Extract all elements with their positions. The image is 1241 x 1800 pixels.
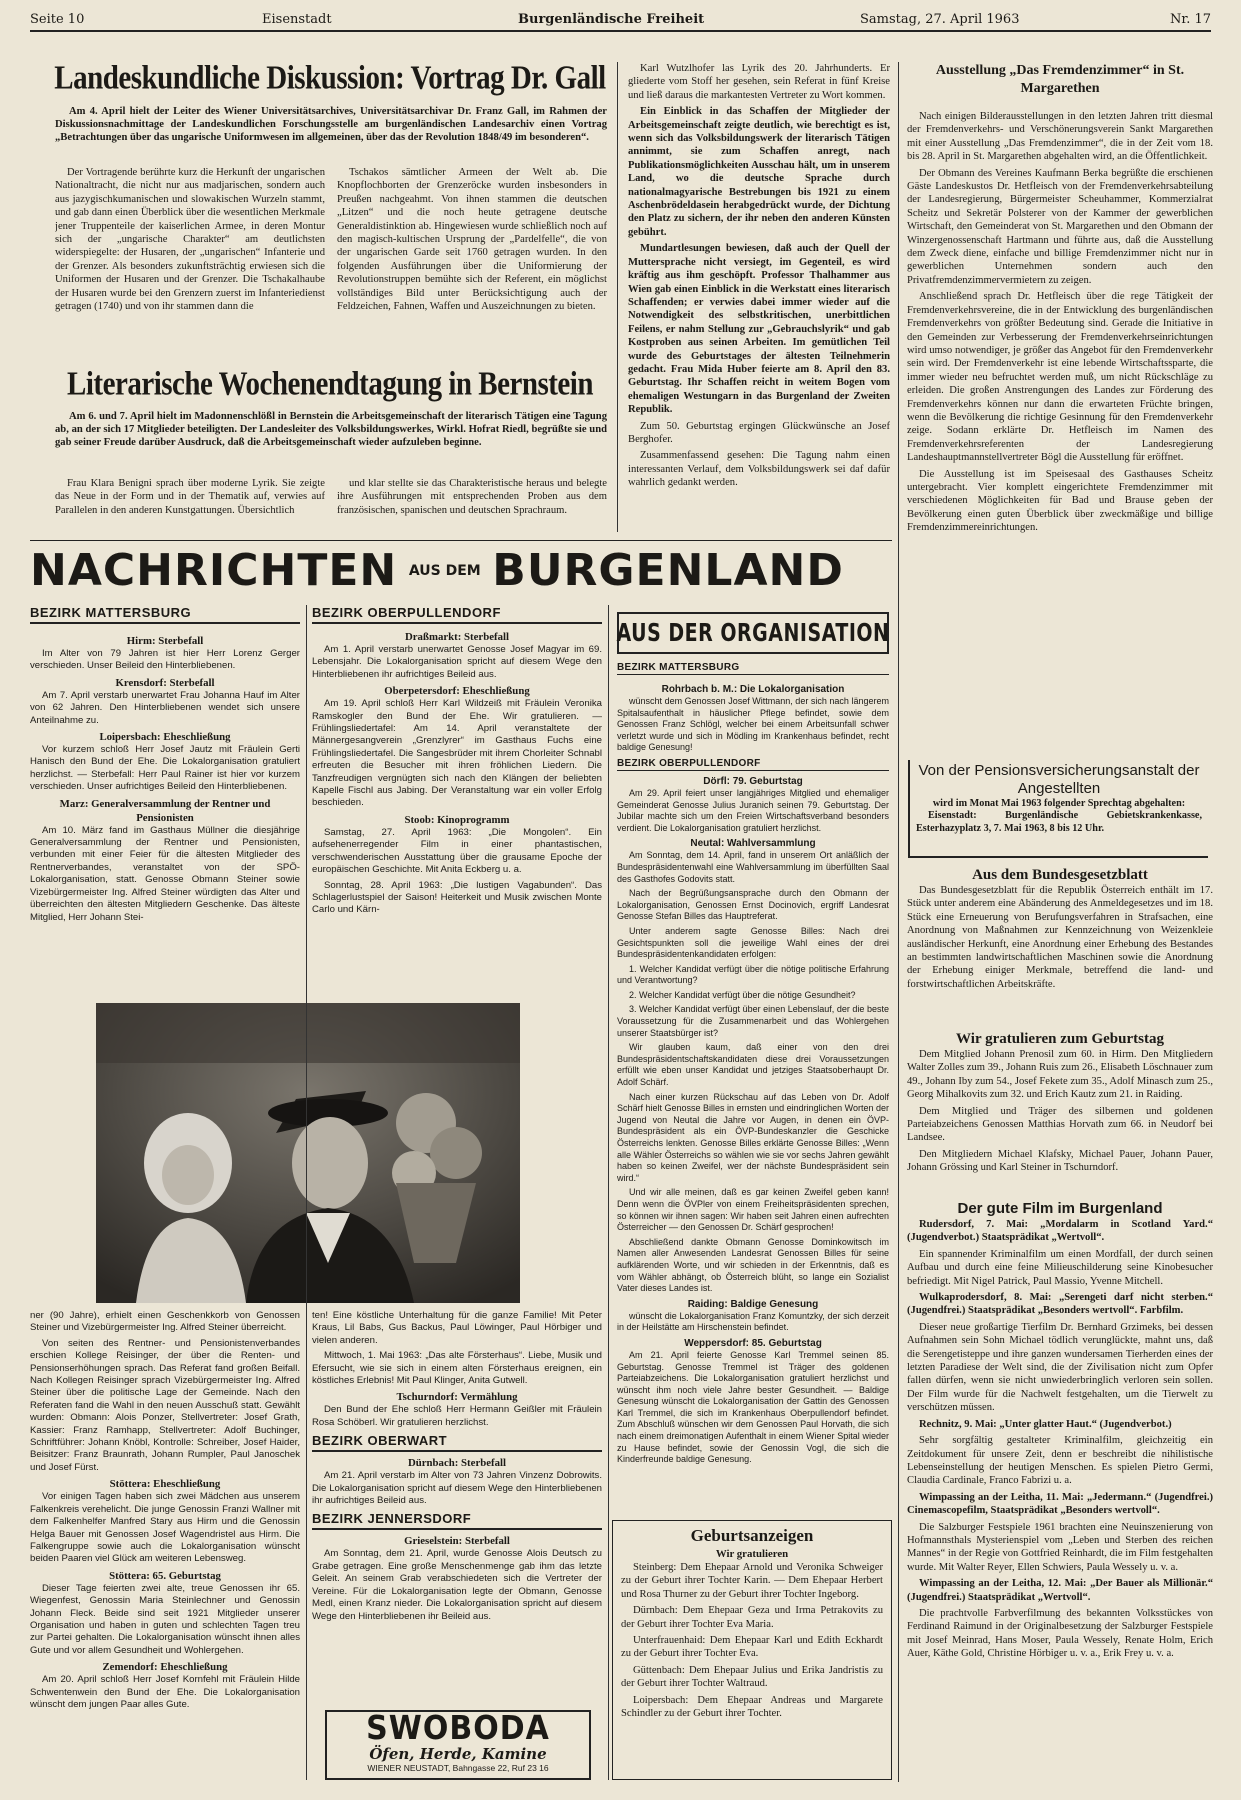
news-text: Am 29. April feiert unser langjähriges Mitglied und ehemaliger Gemeinderat Genosse Julius Juranich seinen 79. Geburtstag. Der Jubilar machte sich um den Freien Wirtschaftsverband besonders verdient. Die Lokalorganisation gratuliert herzlichst. — [617, 787, 889, 833]
banner-burgenland: BURGENLAND — [492, 545, 844, 596]
section-mattersburg-continued — [30, 1310, 300, 1780]
article-paragraph: Zum 50. Geburtstag ergingen Glückwünsche an Josef Berghofer. — [628, 420, 890, 445]
film-entry: Wulkaprodersdorf, 8. Mai: „Serengeti darf nicht sterben.“ (Jugendfrei.) Staatsprädikat „Besonders wertvoll“. Farbfilm. — [907, 1292, 1213, 1317]
article-paragraph: Dem Mitglied Johann Prenosil zum 60. in Hirm. Den Mitgliedern Walter Zolles zum 39., Johann Ruis zum 26., Elisabeth Löschnauer zum 49., Johann Iby zum 54., Josef Fekete zum 35., Adolf Minasch zum 25., Georg Mihalkovits zum 32. und Erich Kautz zum 21. in Raiding. — [907, 1049, 1213, 1101]
news-text: Nach der Begrüßungsansprache durch den Obmann der Lokalorganisation, Genossen Ernst Docinovich, ergriff Landesrat Genosse Stefan Billes das Hauptreferat. — [617, 888, 889, 922]
column-divider — [306, 605, 307, 1780]
news-photo — [96, 1003, 520, 1303]
district-heading: BEZIRK OBERPULLENDORF — [617, 758, 889, 771]
birth-announcements-box — [612, 1520, 892, 1780]
birth-entry: Güttenbach: Dem Ehepaar Julius und Erika Jandristis zu der Geburt ihrer Tochter Waltraud. — [621, 1664, 883, 1690]
news-text: ner (90 Jahre), erhielt einen Geschenkkorb von Genossen Steiner und Vizebürgermeister Ing. Alfred Steiner überreicht. — [30, 1310, 300, 1334]
section-oberpullendorf-continued — [312, 1310, 602, 1710]
column-divider — [898, 62, 899, 1782]
issue-date: Samstag, 27. April 1963 — [860, 12, 1020, 27]
news-heading: Oberpetersdorf: Eheschließung — [384, 685, 530, 698]
city-label: Eisenstadt — [262, 12, 332, 27]
article-body-ausstellung — [907, 110, 1213, 750]
pension-box — [908, 760, 1208, 858]
film-description: Dieser neue großartige Tierfilm Dr. Bernhard Grzimeks, bei dessen Aufnahmen sein Sohn Michael tödlich verunglückte, mahnt uns, daß die Serengetisteppe und ihre ganzen wundersamen Tierherden eines der letzten Paradiese der Welt sind, die der Zivilisation nicht zum Opfer fallen dürfen, wenn sie nicht unwiederbringlich verloren sein sollen. Der Film wurde für die Nachwelt festgehalten, um die Tierwelt zu verschützen müssen. — [907, 1321, 1213, 1414]
article-paragraph: Anschließend sprach Dr. Hetfleisch über die rege Tätigkeit der Fremdenverkehrsvereine, die in der Entwicklung des burgenländischen Fremdenverkehrs von größter Bedeutung sind. Gerade die Initiative in den Gemeinden zur Verbesserung der Fremdenverkehrseinrichtungen wird umso notwendiger, je größer das Angebot für den Fremdenverkehr sein wird. Der Fremdenverkehr ist eine lebende Wirtschaftssparte, die immer wieder neu befruchtet werden muß, um nicht Rückschläge zu erleiden. Die großen Anstrengungen des Landes zur Förderung des Fremdenverkehrs können nur dann die erwarteten Früchte bringen, wenn die Bevölkerung die richtige Gesinnung für den Fremdenverkehr zeige. Sodann erklärte Dr. Hetfleisch im Namen des Fremdenverkehrsreferenten der Landesregierung Landeshauptmannstellvertreter Bögl die Ausstellung für eröffnet. — [907, 291, 1213, 464]
article-paragraph: Dem Mitglied und Träger des silbernen und goldenen Parteiabzeichens Genossen Matthias Horvath zum 66. in Neudorf bei Landsee. — [907, 1105, 1213, 1144]
swoboda-advertisement — [325, 1710, 591, 1780]
news-text: Von seiten des Rentner- und Pensionistenverbandes erschien Kollege Reisinger, der über die Renten- und Pensionserhöhungen sprach. Das Referat fand großen Beifall. Nach Kollegen Reisinger sprach Vizebürgermeister Ing. Alfred Steiner über die politische Lage der Gemeinde. Nach den Referaten fand die Wahl in den neuen Ausschuß statt. Gewählt wurden: Obmann: Alois Ponzer, Stellvertreter: Josef Grath, Kassier: Franz Ramhapp, Stellvertreter: Adolf Buchinger, Schriftführer: Johann Knöbl, Kontrolle: Schreiber, Josef Haider, Beisitzer: Franz Braunrath, Johann Rumpler, Paul Janoschek und Josef Fürst. — [30, 1337, 300, 1473]
organisation-banner-box — [617, 612, 889, 654]
news-text: Am Sonntag, dem 21. April, wurde Genosse Alois Deutsch zu Grabe getragen. Eine große Menschenmenge gab ihm das letzte Geleit. An seinem Grab verabschiedeten sich die Vertreter der Vereine. Für die Lokalorganisation legte der Obmann, Genosse Medl, einen Kranz nieder. Die Lokalorganisation spricht auf diesem Wege den Hinterbliebenen ihr Beileid aus. — [312, 1548, 602, 1622]
news-heading: Rohrbach b. M.: Die Lokalorganisation — [661, 684, 845, 695]
birth-entry: Unterfrauenhaid: Dem Ehepaar Karl und Edith Eckhardt zu der Geburt ihrer Tochter Eva. — [621, 1635, 883, 1660]
article-title-bundesgesetzblatt: Aus dem Bundesgesetzblatt — [972, 867, 1148, 883]
news-heading: Grieselstein: Sterbefall — [404, 1535, 510, 1548]
news-heading: Stöttera: 65. Geburtstag — [109, 1569, 221, 1582]
section-mattersburg — [30, 605, 300, 1015]
article-column: und klar stellte sie das Charakteristische heraus und belegte ihre Ausführungen mit entsprechenden Proben aus dem französischen, spanischen und deutschen Sprachraum. — [337, 478, 607, 516]
article-ausstellung — [907, 62, 1213, 98]
film-entry: Rudersdorf, 7. Mai: „Mordalarm in Scotland Yard.“ (Jugendverbot.) Staatsprädikat „Wertvoll“. — [907, 1219, 1213, 1244]
photo-old-man-and-child — [96, 1003, 520, 1303]
section-organisation — [617, 662, 889, 1512]
article-geburtstag — [907, 1030, 1213, 1190]
film-description: Die Salzburger Festspiele 1961 brachten eine Neuinszenierung von Hofmannsthals Mysterienspiel vom „Leben und Sterben des reichen Mannes“ in der Regie von Gottfried Reinhardt, die im Film festgehalten wurde. Mit Walter Reyer, Ellen Schwiers, Paula Wessely u. v. a. — [907, 1521, 1213, 1573]
news-text: Wir glauben kaum, daß einer von den drei Bundespräsidentschaftskandidaten diese drei Voraussetzungen erfüllt wie eben unser Kandidat und jetziges Staatsoberhaupt Dr. Adolf Schärf. — [617, 1042, 889, 1088]
article-title-geburtstag: Wir gratulieren zum Geburtstag — [956, 1031, 1164, 1047]
news-heading: Zemendorf: Eheschließung — [102, 1661, 228, 1674]
section-banner — [30, 545, 892, 595]
news-heading: Raiding: Baldige Genesung — [687, 1298, 819, 1310]
district-heading: BEZIRK MATTERSBURG — [617, 662, 889, 675]
pension-box-place: Eisenstadt: Burgenländische Gebietskrankenkasse, Esterhazyplatz 3, 7. Mai 1963, 8 bis 12 Uhr. — [916, 810, 1202, 834]
column-divider — [608, 605, 609, 1780]
news-heading: Dörfl: 79. Geburtstag — [703, 775, 803, 787]
article-title-film: Der gute Film im Burgenland — [957, 1200, 1163, 1217]
film-description: Sehr sorgfältig gestalteter Kriminalfilm, gleichzeitig ein Zeitdokument für unsere Zeit, denn er beschreibt die nihilistische Lebenseinstellung der heutigen Menschen. Es spielen Pietro Germi, Claudia Cardinale, Franco Fabrizi u. a. — [907, 1435, 1213, 1487]
birth-entry: Loipersbach: Dem Ehepaar Andreas und Margarete Schindler zu der Geburt ihrer Tochter. — [621, 1694, 883, 1720]
page-header — [30, 8, 1211, 32]
article-title-ausstellung: Ausstellung „Das Fremdenzimmer“ in St. Margarethen — [935, 63, 1185, 96]
news-text: 2. Welcher Kandidat verfügt über die nötige Gesundheit? — [629, 989, 856, 1000]
news-heading: Neutal: Wahlversammlung — [690, 838, 816, 850]
pension-box-title: Von der Pensionsversicherungsanstalt der Angestellten — [918, 762, 1200, 797]
news-text: Am 10. März fand im Gasthaus Müllner die diesjährige Generalversammlung der Rentner und Pensionisten, verbunden mit einer Feier für die ältesten Mitglieder des Rentnerverbandes, veranstaltet von der SPÖ-Lokalorganisation, statt. Genosse Obmann Steiner sowie Vizebürgermeister Ing. Alfred Steiner würdigten das Alter und überreichten den ältesten Mitgliedern Geschenke. Das älteste Mitglied, Herr Johann Stei- — [30, 824, 300, 923]
news-text: Unter anderem sagte Genosse Billes: Nach drei Gesichtspunkten soll die jeweilige Wahl eines der drei Bundespräsidentenkandidaten erfolgen: — [617, 925, 889, 960]
news-text: Am 21. April feierte Genosse Karl Tremmel seinen 85. Geburtstag. Genosse Tremmel ist Träger des goldenen Parteiabzeichens. Die Lokalorganisation gratuliert herzlichst und wünscht ihm noch viele Jahre bester Gesundheit. — Baldige Genesung wünscht die Lokalorganisation der Gattin des Genossen Karl Tremmel, die sich im Krankenhaus Oberpullendorf befindet. Zum Abschluß wünschen wir dem Genossen Paul Horvath, die sich nach einem dreimonatigen Aufenthalt in einem Wiener Spital wieder zu Hause befindet, sowie der Genossin Vogl, die sich die Kinderfreunde baldige Genesung. — [617, 1349, 889, 1465]
article-paragraph: Das Bundesgesetzblatt für die Republik Österreich enthält im 17. Stück unter anderem eine Abänderung des Anmeldegesetzes und im 18. Stück eine Erneuerung von Berufungsverfahren in Strafsachen, eine Anordnung von Maßnahmen zur Kennzeichnung von Weizenkleie ausländischer Herkunft, eine Anordnung einer Erhebung des Bestandes an bestimmten landwirtschaftlichen Maschinen sowie die Anordnung der Erhebung einiger Merkmale, betreffend die land- und forstwirtschaftlichen Arbeitskräfte. — [907, 885, 1213, 990]
article-paragraph: Nach einigen Bilderausstellungen in den letzten Jahren tritt diesmal der Fremdenverkehrs- und Verschönerungsverein Sankt Margarethen mit einer Ausstellung „Das Fremdenzimmer“, die in der Zeit vom 18. bis 28. April in St. Margarethen abgehalten wird, an die Öffentlichkeit. — [907, 111, 1213, 163]
news-text: wünscht die Lokalorganisation Franz Komuntzky, der sich derzeit in der Heilstätte am Hirschenstein befindet. — [617, 1310, 889, 1333]
ad-products: Öfen, Herde, Kamine — [369, 1745, 547, 1763]
column-divider — [617, 62, 618, 532]
news-text: Nach einer kurzen Rückschau auf das Leben von Dr. Adolf Schärf hielt Genosse Billes in ernsten und eindringlichen Worten der Jugend von Neutal die Jahre vor Augen, in denen ein ÖVP-Bundespräsident als ein ÖVP-Bundeskanzler die Geschicke Österreichs lenkten. Genosse Billes erklärte Genosse Billes: „Wenn alle Wähler Österreichs so wählen wie sie vor sechs Jahren gewählt haben so keinen Zweifel, wer der nächste Bundespräsident sein wird.“ — [617, 1091, 889, 1183]
news-heading: Krensdorf: Sterbefall — [115, 676, 215, 689]
article-column: Tschakos sämtlicher Armeen der Welt ab. Die Knopflochborten der Grenzeröcke wurden insbesonders in Preußen nachgeahmt. Von ihnen stammen die deutschen „Litzen“ und die noch heute getragene deutsche Generaldistinktion ab. Hingewiesen wurde schließlich noch auf den magisch-kultischen Ursprung der „Pardelfelle“, die von der ungarischen Garde seit 1760 getragen wurden. In den folgenden Ausführungen über die Uniformierung der Revolutionstruppen bemühte sich der Referent, ein möglichst vollständiges Bild unter Berücksichtigung auch der Feldzeichen, Fahnen, Waffen und Auszeichnungen zu bieten. — [337, 167, 607, 313]
pension-box-text: wird im Monat Mai 1963 folgender Sprechtag abgehalten: — [932, 798, 1186, 809]
district-heading: BEZIRK MATTERSBURG — [30, 605, 300, 624]
article-paragraph: Ein Einblick in das Schaffen der Mitglieder der Arbeitsgemeinschaft zeigte deutlich, wie berechtigt es ist, wenn sich das Volksbildungswerk der literarisch Tätigen annimmt, sie zum Schaffen anregt, nach Publikationsmöglichkeiten Ausschau hält, um in unserem Land, wo die deutsche Sprache durch nationalmagyarische Bestrebungen bis 1921 zu einem Aschenbrödeldasein herabgedrückt wurde, der Dichtung den Platz zu sichern, der ihr neben den anderen Künsten gebührt. — [628, 106, 890, 238]
news-heading: Marz: Generalversammlung der Rentner und Pensionisten — [59, 797, 271, 824]
news-text: wünscht dem Genossen Josef Wittmann, der sich nach längerem Spitalsaufenthalt in häuslicher Pflege befindet, sowie dem Genossen Franz Schlögl, welcher bei einem Arbeitsunfall schwer verletzt wurde und sich in Mödling im Krankenhaus befindet, recht baldige Genesung! — [617, 696, 889, 753]
news-heading: Draßmarkt: Sterbefall — [404, 631, 510, 643]
news-text: Am 21. April verstarb im Alter von 73 Jahren Vinzenz Dobrowits. Die Lokalorganisation spricht auf diesem Wege den Hinterbliebenen ihr aufrichtiges Beileid aus. — [312, 1470, 602, 1507]
article-lead-bernstein: Am 6. und 7. April hielt im Madonnenschlößl in Bernstein die Arbeitsgemeinschaft der literarisch Tätigen eine Tagung ab, an der sich 17 Mitglieder beteiligten. Der Landesleiter des Volksbildungswerkes, Wirkl. Hofrat Riedl, begrüßte sie und gab seiner Freude darüber Ausdruck, daß die Arbeitsgemeinschaft wieder aufzuleben beginne. — [55, 411, 607, 448]
article-column: Frau Klara Benigni sprach über moderne Lyrik. Sie zeigte das Neue in der Form und in der Thematik auf, verwies auf Parallelen in den anderen Kunstgattungen. Übersichtlich — [55, 478, 325, 516]
news-text: Im Alter von 79 Jahren ist hier Herr Lorenz Gerger verschieden. Unser Beileid den Hinterbliebenen. — [30, 648, 300, 672]
news-text: Am 20. April schloß Herr Josef Kornfehl mit Fräulein Hilde Schwentenwein den Bund der Ehe. Die Lokalorganisation wünscht dem jungen Paar alles Gute. — [30, 1674, 300, 1710]
news-text: 3. Welcher Kandidat verfügt über einen Lebenslauf, der die beste Voraussetzung für die Zusammenarbeit und das Wohlergehen unserer Staatsbürger ist? — [617, 1004, 889, 1038]
article-paragraph: Karl Wutzlhofer las Lyrik des 20. Jahrhunderts. Er gliederte vom Stoff her gesehen, sein Referat in fünf Kreise und ließ daraus die markantesten Vertreter zu Wort kommen. — [628, 63, 890, 101]
news-text: Am 7. April verstarb unerwartet Frau Johanna Hauf im Alter von 62 Jahren. Den Hinterbliebenen wendet sich unsere Anteilnahme zu. — [30, 689, 300, 726]
divider — [30, 540, 892, 541]
news-text: Sonntag, 28. April 1963: „Die lustigen Vagabunden“. Das Schlagerlustspiel der Saison! Heiterkeit und Musik zwischen Monte Carlo und Kärn- — [312, 879, 602, 916]
organisation-banner: AUS DER ORGANISATION — [616, 618, 890, 648]
news-text: Am 19. April schloß Herr Karl Wildzeiß mit Fräulein Veronika Ramskogler den Bund der Ehe. Wir gratulieren. — Frühlingsliedertafel: Am 14. April veranstaltete der Männergesangverein „Grenzlyrer“ im Gasthaus Fuchs eine Frühlingsliedertafel. Die Sangesbrüder mit ihrem Chorleiter Schnabl erfreuten die Besucher mit ihren fröhlichen Liedern. Die Tanzfreudigen vergnügten sich nach den Klängen der beliebten Kapelle Fischl aus Jabing. Der Veranstaltung war ein voller Erfolg beschieden. — [312, 698, 602, 809]
film-entry: Wimpassing an der Leitha, 11. Mai: „Jedermann.“ (Jugendfrei.) Cinemascopefilm, Staatsprädikat „Besonders wertvoll“. — [907, 1491, 1213, 1517]
page-number: Seite 10 — [30, 12, 85, 27]
news-text: ten! Eine köstliche Unterhaltung für die ganze Familie! Mit Peter Kraus, Lil Babs, Gus Backus, Paul Löwinger, Paul Hörbiger und vielen anderen. — [312, 1310, 602, 1346]
article-title-gall: Landeskundliche Diskussion: Vortrag Dr. Gall — [54, 59, 606, 97]
news-text: Dieser Tage feierten zwei alte, treue Genossen ihr 65. Wiegenfest, Genossin Maria Steinlechner und Genossin Johann Fleck. Beide sind seit 1921 Mitglieder unserer Organisation und haben in guten und schlechten Tagen treu zur Partei gehalten. Die Lokalorganisation wünscht ihnen alles Gute und vor allem Gesundheit und Wohlergehen. — [30, 1582, 300, 1656]
news-text: Und wir alle meinen, daß es gar keinen Zweifel geben kann! Denn wenn die ÖVPler von einem Freiheitspräsidenten sprechen, so können wir ihnen sagen: Wir haben seit Jahren einen aufrechten Österreicher — den Genossen Dr. Schärf gesprochen! — [617, 1187, 889, 1233]
article-paragraph: Die Ausstellung ist im Speisesaal des Gasthauses Scheitz untergebracht. Vier komplett eingerichtete Fremdenzimmer mit verschiedenen Möglichkeiten für Bad und Brause geben der Bevölkerung einen guten Überblick über zweckmäßige und billige Fremdenzimmereinrichtungen. — [907, 468, 1213, 534]
film-description: Ein spannender Kriminalfilm um einen Mordfall, der durch seinen Aufbau und durch eine feine Milieuschilderung seine Kinobesucher befriedigt. Mit Nigel Patrick, Paul Massio, Yvenne Mitchell. — [907, 1248, 1213, 1287]
news-text: Mittwoch, 1. Mai 1963: „Das alte Försterhaus“. Liebe, Musik und Efersucht, wie sie sich in einem alten Försterhaus ereignen, ein köstliches Erlebnis! Mit Paul Klinger, Anita Gutwell. — [312, 1350, 602, 1387]
news-text: Samstag, 27. April 1963: „Die Mongolen“. Ein aufsehenerregender Film in einer phantastischen, verschwenderischen Ausstattung über die grausame Epoche der europäischen Geschichte. Mit Anita Eckberg u. a. — [312, 826, 602, 876]
district-heading: BEZIRK JENNERSDORF — [312, 1511, 602, 1530]
news-heading: Weppersdorf: 85. Geburtstag — [684, 1337, 822, 1349]
film-entry: Wimpassing an der Leitha, 12. Mai: „Der Bauer als Millionär.“ (Jugendfrei.) Staatsprädikat „Wertvoll“. — [907, 1578, 1213, 1603]
news-text: Am 1. April verstarb unerwartet Genosse Josef Magyar im 69. Lebensjahr. Die Lokalorganisation spricht auf diesem Wege den Hinterbliebenen ihr aufrichtiges Beileid aus. — [312, 644, 602, 680]
article-title-bernstein: Literarische Wochenendtagung in Bernstein — [67, 365, 593, 403]
article-column-bernstein-3 — [628, 62, 890, 532]
section-oberpullendorf — [312, 605, 602, 1015]
district-heading: BEZIRK OBERPULLENDORF — [312, 605, 602, 624]
birth-announcements-subtitle: Wir gratulieren — [715, 1548, 789, 1560]
banner-aus-dem: AUS DEM — [408, 562, 481, 579]
paper-name: Burgenländische Freiheit — [518, 12, 705, 27]
issue-number: Nr. 17 — [1170, 12, 1211, 27]
news-text: Abschließend dankte Obmann Genosse Dominkowitsch im Namen aller Anwesenden Landesrat Genossen Billes für seine aufklärenden Worte, und wir schieden in der Erkenntnis, daß es vom Wähler abhängt, ob Österreich blüht, so lange ein Sozialist Vater dieses Landes ist. — [617, 1236, 889, 1294]
birth-announcements-title: Geburtsanzeigen — [690, 1526, 814, 1545]
news-text: Vor kurzem schloß Herr Josef Jautz mit Fräulein Gerti Hanisch den Bund der Ehe. Die Lokalorganisation gratuliert herzlichst. — Sterbefall: Herr Paul Rainer ist hier vor kurzem verschieden. Unser aufrichtiges Beileid den Hinterbliebenen. — [30, 744, 300, 793]
article-paragraph: Den Mitgliedern Michael Klafsky, Michael Pauer, Johann Pauer, Johann Grössing und Karl Steiner in Tschurndorf. — [907, 1148, 1213, 1174]
ad-address: WIENER NEUSTADT, Bahngasse 22, Ruf 23 16 — [367, 1763, 549, 1773]
news-heading: Tschurndorf: Vermählung — [396, 1391, 518, 1404]
news-heading: Stoob: Kinoprogramm — [404, 813, 510, 826]
article-paragraph: Mundartlesungen bewiesen, daß auch der Quell der Muttersprache nicht versiegt, im Gegenteil, es wird kräftig aus ihm geschöpft. Professor Thalhammer aus Wien gab einen Einblick in die Werkstatt eines literarisch Schaffenden; er verwies dabei immer wieder auf die Notwendigkeit des selbstkritischen, unerbittlichen Feilens, er nahm Stellung zur „Gebrauchslyrik“ und gab Kostproben aus seinen Arbeiten. Im gemütlichen Teil wurde des Geburtstages der ältesten Teilnehmerin gedacht. Frau Mida Huber feierte am 8. April den 83. Geburtstag. Ihr Schaffen reicht in weitem Bogen vom ehemaligen Westungarn in das Burgenland der Zweiten Republik. — [628, 243, 890, 416]
news-heading: Hirm: Sterbefall — [126, 635, 204, 647]
article-bundesgesetzblatt — [907, 866, 1213, 1021]
ad-brand: SWOBODA — [366, 1709, 550, 1748]
article-film — [907, 1200, 1213, 1780]
news-heading: Dürnbach: Sterbefall — [407, 1457, 507, 1470]
article-paragraph: Zusammenfassend gesehen: Die Tagung nahm einen interessanten Verlauf, dem Volksbildungswerk sei daf dafür wahrlich gedankt werden. — [628, 450, 890, 489]
district-heading: BEZIRK OBERWART — [312, 1433, 602, 1452]
article-paragraph: Der Obmann des Vereines Kaufmann Berka begrüßte die erschienen Gäste Landeskustos Dr. Hetfleisch von der Fremdenverkehrsabteilung der Landesregierung, Bürgermeister Scheuhammer, Kommerzialrat Scheitz und Sekretär Polsterer von der Kammer der gewerblichen Wirtschaft, den Gemeinderat von St. Margarethen und den Obmann der Winzergenossenschaft Hartmann und führte aus, daß die Ausstellung dem Zweck diene, einfache und billige Fremdenzimmer nicht nur in gewerblichen Unternehmen sondern auch den Privatfremdenzimmervermietern zu zeigen. — [907, 167, 1213, 286]
news-heading: Stöttera: Eheschließung — [109, 1478, 221, 1491]
banner-nachrichten: NACHRICHTEN — [30, 545, 398, 596]
birth-entry: Steinberg: Dem Ehepaar Arnold und Veronika Schweiger zu der Geburt ihrer Tochter Karin. — Dem Ehepaar Herbert und Rosa Thurner zu der Geburt ihrer Tochter Ingeborg. — [621, 1562, 883, 1600]
news-text: Am Sonntag, dem 14. April, fand in unserem Ort anläßlich der Bundespräsidentenwahl eine Wahlversammlung im überfüllten Saal des Gasthofes Godovits statt. — [617, 850, 889, 884]
article-lead-gall: Am 4. April hielt der Leiter des Wiener Universitätsarchives, Universitätsarchivar Dr. Franz Gall, im Rahmen der Diskussionsnachmittage der Landeskundlichen Forschungsstelle am burgenländischen Landesarchiv einen Vortrag „Betrachtungen über das ungarische Uniformwesen im allgemeinen, über das der Revolution 1848/49 im besonderen“. — [55, 106, 607, 143]
news-text: Vor einigen Tagen haben sich zwei Mädchen aus unserem Falkenkreis verehelicht. Die junge Genossin Franzi Wallner mit dem Falkenhelfer Manfred Stary aus Hirm und die Genossin Helga Bauer mit Genossen Josef Wagendristel aus Hirm. Die Falkengruppe sowie auch die Lokalorganisation wünscht beiden Paaren viel Glück am weiteren Lebensweg. — [30, 1491, 300, 1565]
film-description: Die prachtvolle Farbverfilmung des bekannten Volksstückes von Ferdinand Raimund in der Originalbesetzung der Salzburger Festspiele mit Josef Meinrad, Hans Moser, Paula Wessely, Renate Holm, Erich Auer, Käthe Gold, Christine Hörbiger u. v. a., Erik Frey u. v. a. — [907, 1607, 1213, 1660]
article-column: Der Vortragende berührte kurz die Herkunft der ungarischen Nationaltracht, die nicht nur aus madjarischen, sondern auch aus jazygischkumanischen und slowakischen Wurzeln stammt, und gab dann einen Überblick über die wesentlichen Merkmale jener Truppenteile der kaiserlichen Armee, in deren Montur sich der „ungarische Charakter“ am deutlichsten widerspiegelte: der Husaren, der „ungarischen“ Infanterie und der Grenzer. Als besonders zukunftsträchtig erwiesen sich die Uniformen der Husaren und der Grenzer. Die Tschakalhaube der Husaren wurde bei den Grenzern zuerst im Infanteriedienst getragen (1740) und von ihr stammen dann die — [55, 167, 325, 313]
news-text: Den Bund der Ehe schloß Herr Hermann Geißler mit Fräulein Rosa Schöberl. Wir gratulieren herzlichst. — [312, 1404, 602, 1428]
birth-entry: Dürnbach: Dem Ehepaar Geza und Irma Petrakovits zu der Geburt ihrer Tochter Eva Maria. — [621, 1605, 883, 1630]
film-entry: Rechnitz, 9. Mai: „Unter glatter Haut.“ (Jugendverbot.) — [919, 1418, 1172, 1430]
news-heading: Loipersbach: Eheschließung — [99, 731, 231, 744]
news-text: 1. Welcher Kandidat verfügt über die nötige politische Erfahrung und Verantwortung? — [617, 963, 889, 986]
